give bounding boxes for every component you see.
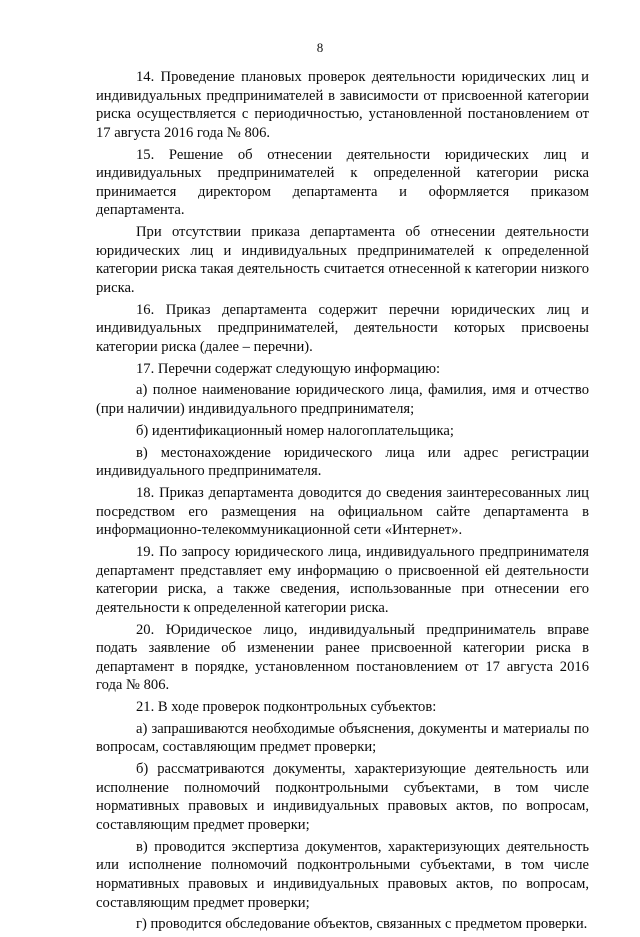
paragraph-21-c: в) проводится экспертиза документов, характеризующих деятельность или исполнение полномочий подконтрольными субъектами, в том числе нормативных правовых и индивидуальных правовых актов, по вопросам, составляющим предмет проверки; (96, 838, 589, 911)
paragraph-21-d: г) проводится обследование объектов, связанных с предметом проверки. (136, 916, 588, 933)
paragraph-17-c: в) местонахождение юридического лица или адрес регистрации индивидуального предпринимателя. (96, 444, 589, 480)
paragraph-18: 18. Приказ департамента доводится до сведения заинтересованных лиц посредством его размещения на официальном сайте департамента в информационно-телекоммуникационной сети «Интернет». (96, 484, 589, 539)
paragraph-15: 15. Решение об отнесении деятельности юридических лиц и индивидуальных предпринимателей к определенной категории риска принимается директором департамента и оформляется приказом департамента. (96, 146, 589, 219)
paragraph-17-a: а) полное наименование юридического лица, фамилия, имя и отчество (при наличии) индивидуального предпринимателя; (96, 382, 589, 418)
paragraph-19: 19. По запросу юридического лица, индивидуального предпринимателя департамент представляет ему информацию о присвоенной ей деятельности категории риска, а также сведения, использованные при отнесении его деятельности к определенной категории риска. (96, 543, 589, 616)
paragraph-14: 14. Проведение плановых проверок деятельности юридических лиц и индивидуальных предпринимателей в зависимости от присвоенной категории риска осуществляется с периодичностью, установленной постановлением от 17 августа 2016 года № 806. (96, 69, 589, 141)
paragraph-16: 16. Приказ департамента содержит перечни юридических лиц и индивидуальных предпринимателей, деятельности которых присвоены категории риска (далее – перечни). (96, 301, 589, 355)
paragraph-21: 21. В ходе проверок подконтрольных субъектов: (136, 699, 437, 716)
document-body (96, 68, 589, 937)
page-number: 8 (316, 40, 324, 55)
paragraph-21-b: б) рассматриваются документы, характеризующие деятельность или исполнение полномочий подконтрольными субъектами, в том числе нормативных правовых и индивидуальных правовых актов, по вопросам, составляющим предмет проверки; (96, 761, 589, 833)
paragraph-17: 17. Перечни содержат следующую информацию: (136, 360, 441, 377)
paragraph-21-a: а) запрашиваются необходимые объяснения, документы и материалы по вопросам, составляющим предмет проверки; (96, 720, 589, 756)
paragraph-20: 20. Юридическое лицо, индивидуальный предприниматель вправе подать заявление об изменении ранее присвоенной категории риска в департамент в порядке, установленном постановлением от 17 августа 2016 года № 806. (96, 621, 589, 694)
paragraph-17-b: б) идентификационный номер налогоплательщика; (136, 422, 454, 439)
paragraph-15-note: При отсутствии приказа департамента об отнесении деятельности юридических лиц и индивидуальных предпринимателей к определенной категории риска такая деятельность считается отнесенной к категории низкого риска. (96, 224, 589, 296)
